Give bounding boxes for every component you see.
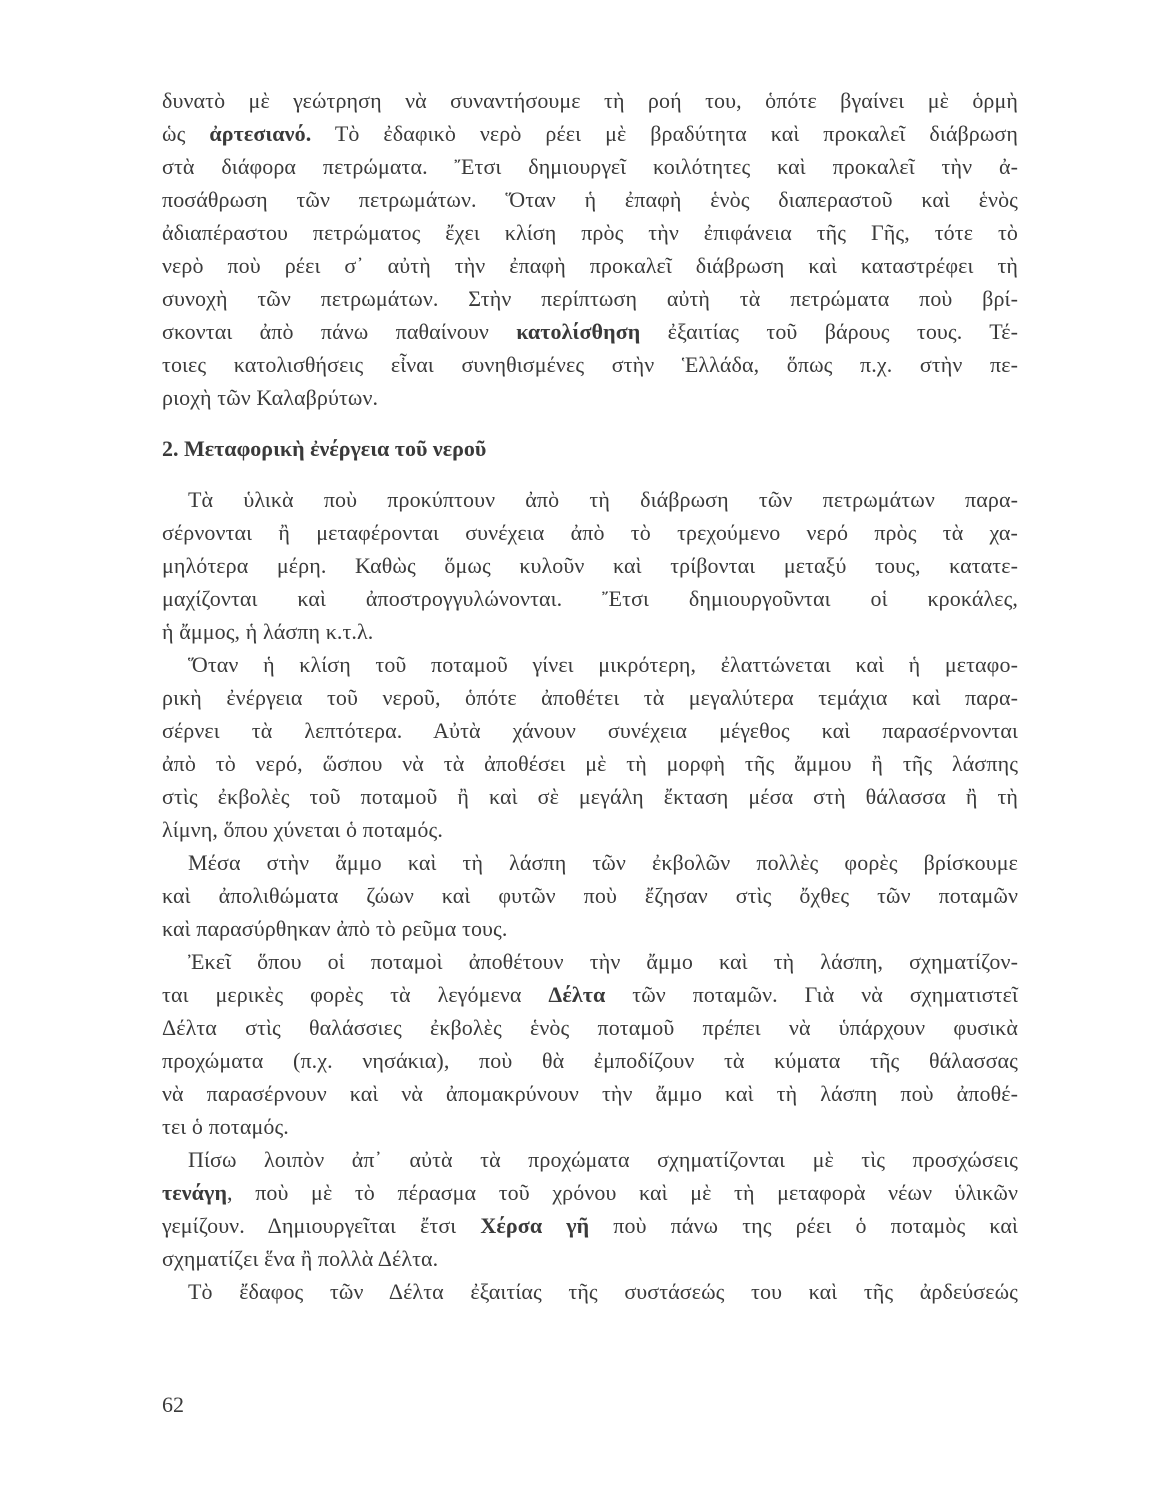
text-fragment: ἐξαιτίας τοῦ βάρους τους. Τέ- [640, 319, 1018, 344]
text-line: ἀπὸ τὸ νερό, ὥσπου νὰ τὰ ἀποθέσει μὲ τὴ μορφὴ τῆς ἄμμου ἢ τῆς λάσπης [162, 751, 1018, 776]
text-line: σέρνει τὰ λεπτότερα. Αὐτὰ χάνουν συνέχεια μέγεθος καὶ παρασέρνονται [162, 718, 1018, 743]
text-line: καὶ παρασύρθηκαν ἀπὸ τὸ ρεῦμα τους. [162, 916, 508, 941]
term-delta: Δέλτα [548, 982, 606, 1007]
text-line: στὶς ἐκβολὲς τοῦ ποταμοῦ ἢ καὶ σὲ μεγάλη ἔκταση μέσα στὴ θάλασσα ἢ τὴ [162, 784, 1018, 809]
text-line: λίμνη, ὅπου χύνεται ὁ ποταμός. [162, 817, 443, 842]
text-line: συνοχὴ τῶν πετρωμάτων. Στὴν περίπτωση αὐτὴ τὰ πετρώματα ποὺ βρί- [162, 286, 1018, 311]
text-fragment: ται μερικὲς φορὲς τὰ λεγόμενα [162, 982, 549, 1007]
text-fragment: , ποὺ μὲ τὸ πέρασμα τοῦ χρόνου καὶ μὲ τὴ μεταφορὰ νέων ὑλικῶν [227, 1180, 1018, 1205]
term-lagoons: τενάγη [162, 1180, 228, 1205]
paragraph-delta-soil [162, 1275, 1018, 1308]
text-line: ρικὴ ἐνέργεια τοῦ νεροῦ, ὁπότε ἀποθέτει τὰ μεγαλύτερα τεμάχια καὶ παρα- [162, 685, 1018, 710]
text-line [162, 315, 1018, 348]
text-line [162, 978, 1018, 1011]
text-line: ποσάθρωση τῶν πετρωμάτων. Ὅταν ἡ ἐπαφὴ ἑνὸς διαπεραστοῦ καὶ ἑνὸς [162, 187, 1018, 212]
text-line: Τὰ ὑλικὰ ποὺ προκύπτουν ἀπὸ τὴ διάβρωση τῶν πετρωμάτων παρα- [188, 487, 1018, 512]
text-line: Δέλτα στὶς θαλάσσιες ἐκβολὲς ἑνὸς ποταμοῦ πρέπει νὰ ὑπάρχουν φυσικὰ [162, 1015, 1018, 1040]
text-line: τοιες κατολισθήσεις εἶναι συνηθισμένες στὴν Ἑλλάδα, ὅπως π.χ. στὴν πε- [162, 352, 1018, 377]
text-line: στὰ διάφορα πετρώματα. Ἔτσι δημιουργεῖ κοιλότητες καὶ προκαλεῖ τὴν ἀ- [162, 154, 1018, 179]
text-line: μηλότερα μέρη. Καθὼς ὅμως κυλοῦν καὶ τρίβονται μεταξύ τους, κατατε- [162, 553, 1018, 578]
text-fragment: Τὸ ἐδαφικὸ νερὸ ρέει μὲ βραδύτητα καὶ προκαλεῖ διάβρωση [311, 121, 1018, 146]
text-line: καὶ ἀπολιθώματα ζώων καὶ φυτῶν ποὺ ἔζησαν στὶς ὄχθες τῶν ποταμῶν [162, 883, 1018, 908]
text-line: Ἐκεῖ ὅπου οἱ ποταμοὶ ἀποθέτουν τὴν ἄμμο καὶ τὴ λάσπη, σχηματίζον- [188, 949, 1018, 974]
text-line: προχώματα (π.χ. νησάκια), ποὺ θὰ ἐμποδίζουν τὰ κύματα τῆς θάλασσας [162, 1048, 1018, 1073]
page-number: 62 [162, 1392, 184, 1417]
paragraph-groundwater [162, 84, 1018, 414]
paragraph-fossils [162, 846, 1018, 945]
text-fragment: σκονται ἀπὸ πάνω παθαίνουν [162, 319, 517, 344]
text-line: Τὸ ἔδαφος τῶν Δέλτα ἐξαιτίας τῆς συστάσεώς του καὶ τῆς ἀρδεύσεώς [188, 1279, 1018, 1304]
text-line [162, 1176, 1018, 1209]
text-line: νὰ παρασέρνουν καὶ νὰ ἀπομακρύνουν τὴν ἄμμο καὶ τὴ λάσπη ποὺ ἀποθέ- [162, 1081, 1018, 1106]
text-line [162, 1209, 1018, 1242]
term-dry-land: Χέρσα γῆ [480, 1213, 590, 1238]
page-body [162, 84, 1018, 1308]
text-line: νερὸ ποὺ ρέει σ᾿ αὐτὴ τὴν ἐπαφὴ προκαλεῖ διάβρωση καὶ καταστρέφει τὴ [162, 253, 1018, 278]
text-line: Μέσα στὴν ἄμμο καὶ τὴ λάσπη τῶν ἐκβολῶν πολλὲς φορὲς βρίσκουμε [188, 850, 1018, 875]
text-line: τει ὁ ποταμός. [162, 1114, 289, 1139]
section-heading: 2. Μεταφορικὴ ἐνέργεια τοῦ νεροῦ [162, 436, 487, 461]
text-line: Πίσω λοιπὸν ἀπ᾿ αὐτὰ τὰ προχώματα σχηματίζονται μὲ τὶς προσχώσεις [188, 1147, 1018, 1172]
text-line: δυνατὸ μὲ γεώτρηση νὰ συναντήσουμε τὴ ροή του, ὁπότε βγαίνει μὲ ὁρμὴ [162, 88, 1018, 113]
term-artesian: ἀρτεσιανό. [209, 121, 312, 146]
paragraph-materials [162, 483, 1018, 648]
text-line: μαχίζονται καὶ ἀποστρογγυλώνονται. Ἔτσι δημιουργοῦνται οἱ κροκάλες, [162, 586, 1018, 611]
text-line: σχηματίζει ἕνα ἢ πολλὰ Δέλτα. [162, 1246, 439, 1271]
text-fragment: γεμίζουν. Δημιουργεῖται ἔτσι [162, 1213, 481, 1238]
text-line: ριοχὴ τῶν Καλαβρύτων. [162, 385, 379, 410]
paragraph-delta [162, 945, 1018, 1143]
text-fragment: ποὺ πάνω της ρέει ὁ ποταμὸς καὶ [589, 1213, 1018, 1238]
paragraph-lagoons [162, 1143, 1018, 1275]
text-fragment: τῶν ποταμῶν. Γιὰ νὰ σχηματιστεῖ [605, 982, 1018, 1007]
text-line: ἀδιαπέραστου πετρώματος ἔχει κλίση πρὸς τὴν ἐπιφάνεια τῆς Γῆς, τότε τὸ [162, 220, 1018, 245]
text-line: Ὅταν ἡ κλίση τοῦ ποταμοῦ γίνει μικρότερη, ἐλαττώνεται καὶ ἡ μεταφο- [188, 652, 1018, 677]
text-fragment: ὡς [162, 121, 210, 146]
text-line: ἡ ἄμμος, ἡ λάσπη κ.τ.λ. [162, 619, 374, 644]
text-line [162, 117, 1018, 150]
text-line: σέρνονται ἢ μεταφέρονται συνέχεια ἀπὸ τὸ τρεχούμενο νερό πρὸς τὰ χα- [162, 520, 1018, 545]
term-landslide: κατολίσθηση [516, 319, 641, 344]
paragraph-slope [162, 648, 1018, 846]
